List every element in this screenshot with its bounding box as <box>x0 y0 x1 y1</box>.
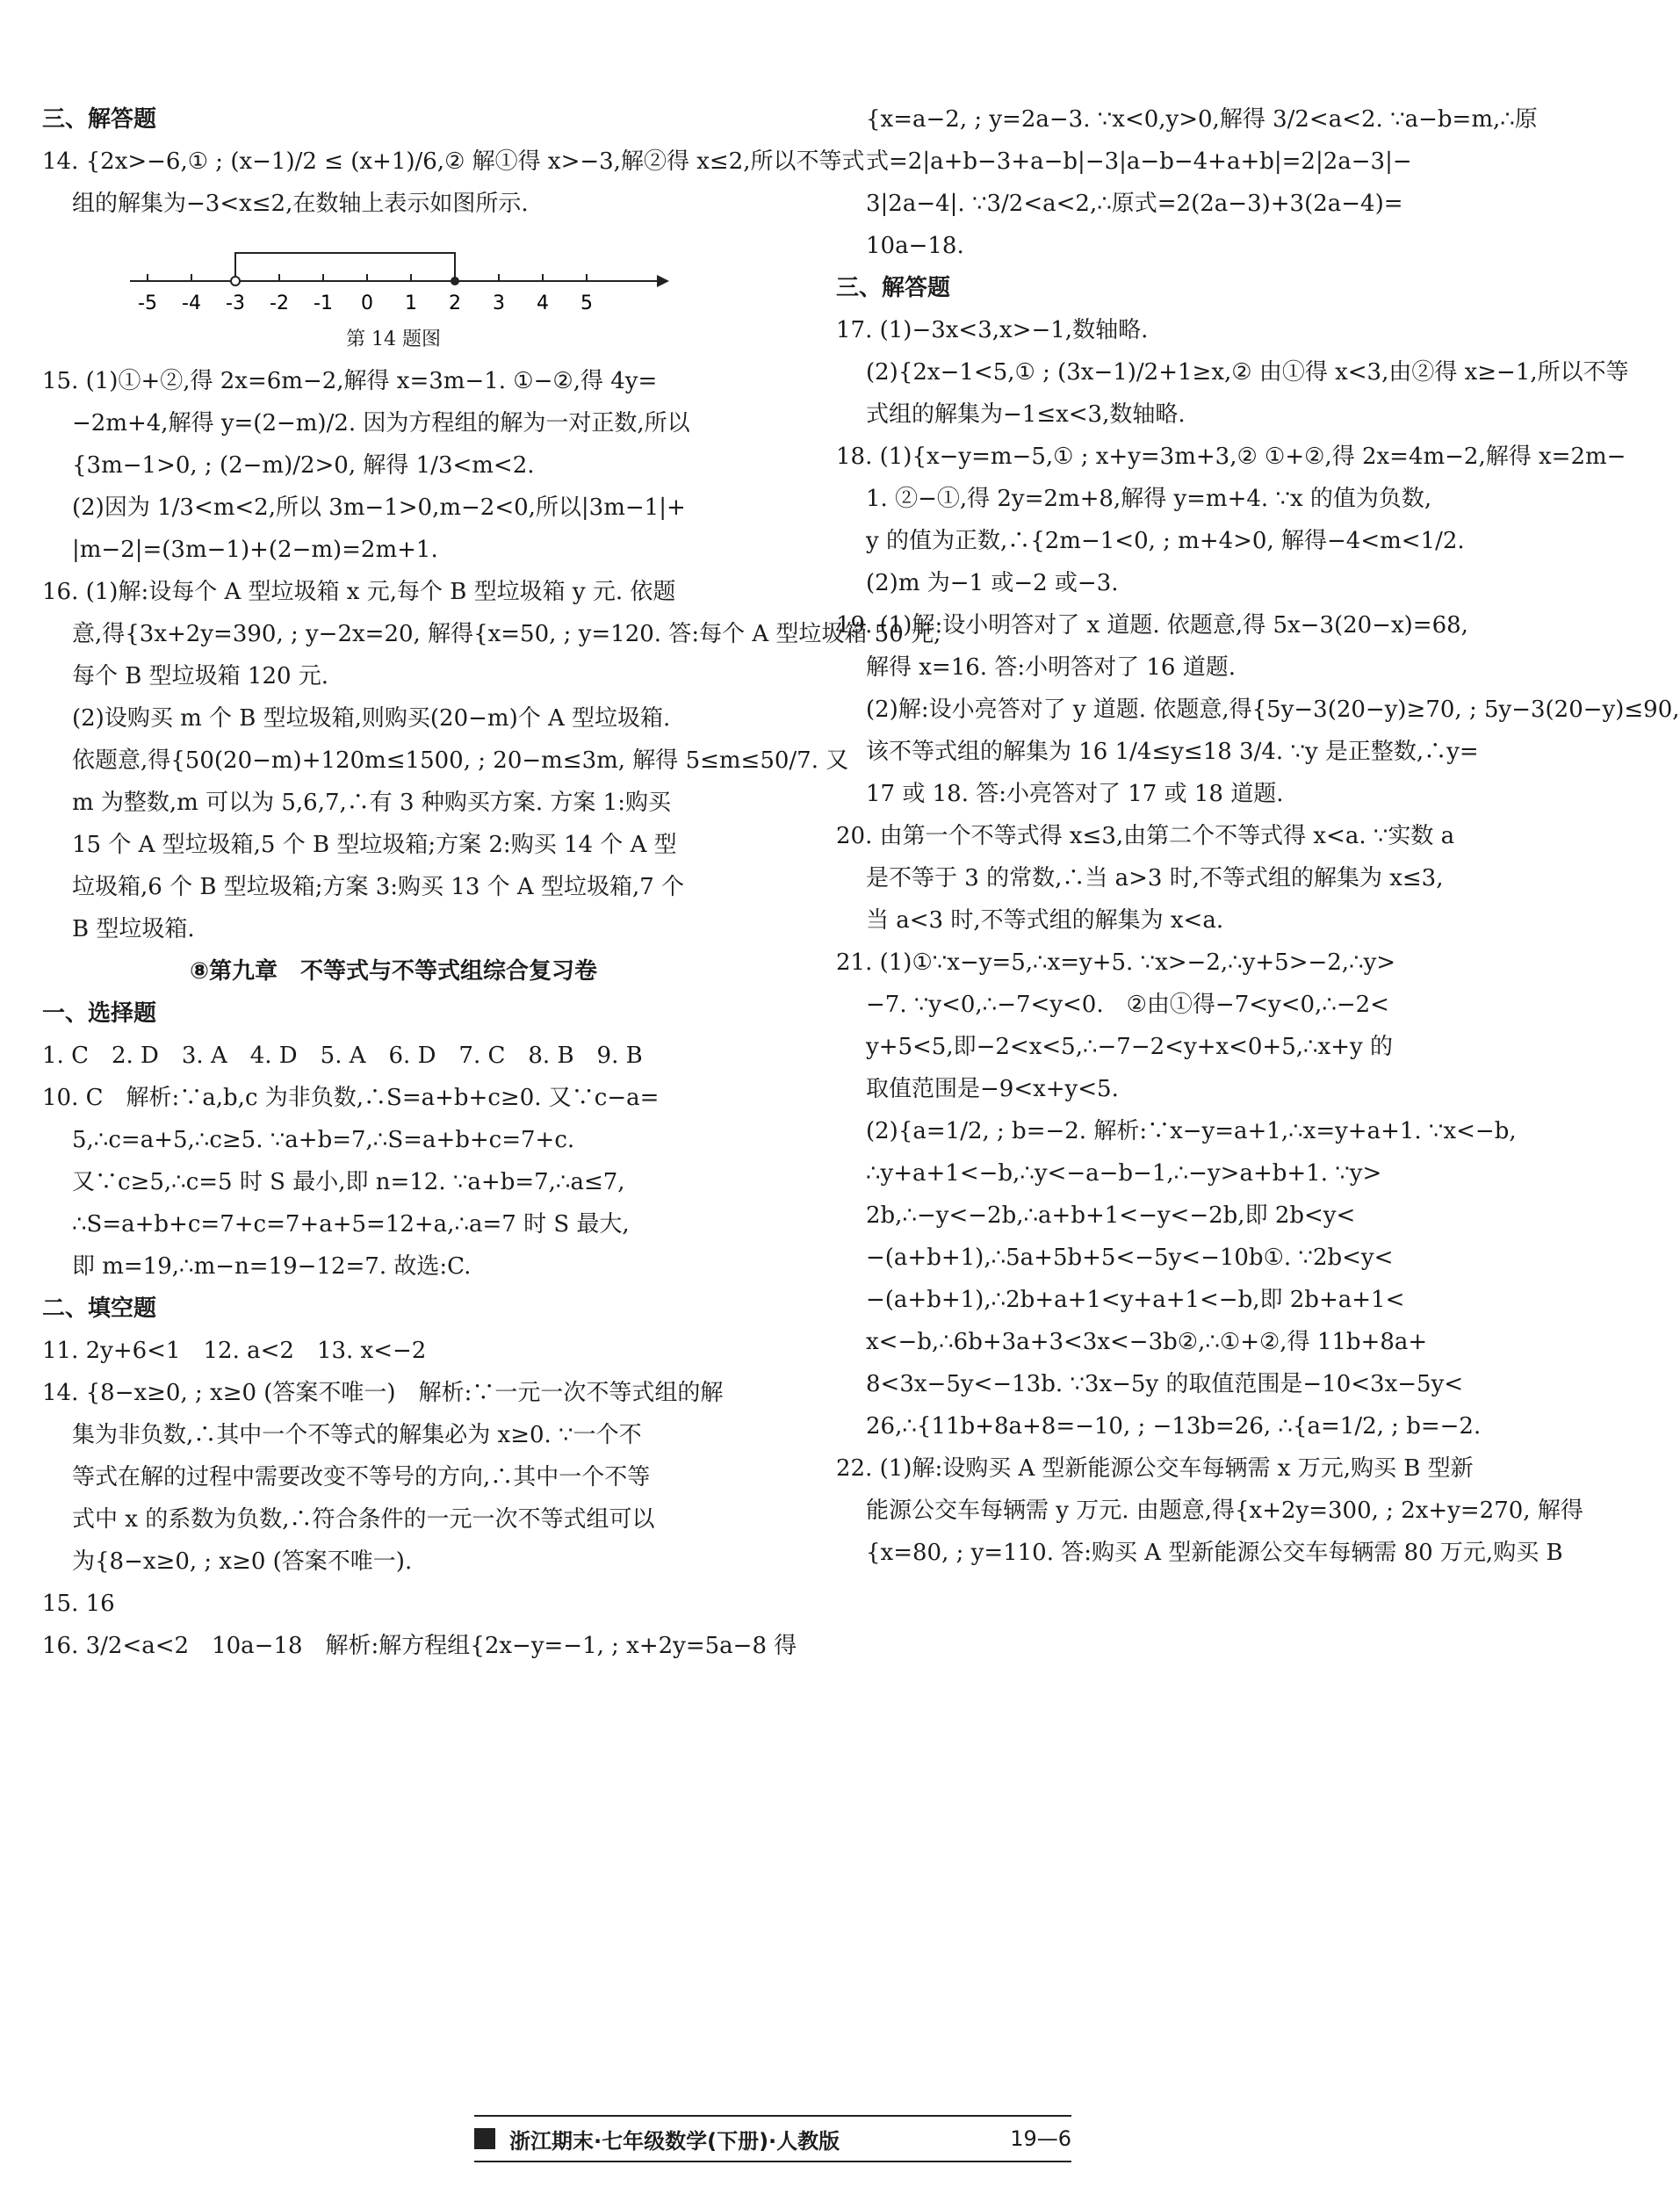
text-line: 该不等式组的解集为 16 1/4≤y≤18 3/4. ∵y 是正整数,∴y= <box>866 739 1479 765</box>
text-line: 能源公交车每辆需 y 万元. 由题意,得{x+2y=300, ; 2x+y=270, 解得 <box>866 1498 1583 1524</box>
footer-title: 浙江期末·七年级数学(下册)·人教版 <box>509 2128 840 2154</box>
text-line: 1. C 2. D 3. A 4. D 5. A 6. D 7. C 8. B 9. B <box>42 1043 643 1069</box>
text-line: {3m−1>0, ; (2−m)/2>0, 解得 1/3<m<2. <box>72 452 535 479</box>
text-line: 16. (1)解:设每个 A 型垃圾箱 x 元,每个 B 型垃圾箱 y 元. 依题 <box>42 579 676 605</box>
number-line-figure <box>42 228 745 360</box>
text-line: ∴S=a+b+c=7+c=7+a+5=12+a,∴a=7 时 S 最大, <box>72 1211 630 1238</box>
tick-label: -3 <box>226 292 245 314</box>
text-line: |m−2|=(3m−1)+(2−m)=2m+1. <box>72 537 438 563</box>
text-line: 20. 由第一个不等式得 x≤3,由第二个不等式得 x<a. ∵实数 a <box>836 823 1455 849</box>
left-column <box>42 98 941 1667</box>
text-line: 26,∴{11b+8a+8=−10, ; −13b=26, ∴{a=1/2, ; b=−2. <box>866 1413 1482 1440</box>
text-line: (2){2x−1<5,① ; (3x−1)/2+1≥x,② 由①得 x<3,由②得 x≥−1,所以不等 <box>866 359 1629 386</box>
text-line: 三、解答题 <box>836 275 951 301</box>
text-line: (2)设购买 m 个 B 型垃圾箱,则购买(20−m)个 A 型垃圾箱. <box>72 705 671 732</box>
text-line: x<−b,∴6b+3a+3<3x<−3b②,∴①+②,得 11b+8a+ <box>866 1329 1428 1355</box>
text-line: 是不等于 3 的常数,∴当 a>3 时,不等式组的解集为 x≤3, <box>866 865 1444 891</box>
text-line: (2)因为 1/3<m<2,所以 3m−1>0,m−2<0,所以|3m−1|+ <box>72 494 686 521</box>
text-line: −2m+4,解得 y=(2−m)/2. 因为方程组的解为一对正数,所以 <box>72 410 690 437</box>
text-line: 17. (1)−3x<3,x>−1,数轴略. <box>836 317 1149 343</box>
text-line: 取值范围是−9<x+y<5. <box>866 1076 1119 1102</box>
page-number: 19—6 <box>1010 2126 1071 2151</box>
tick-label: 3 <box>493 292 505 314</box>
left-lines-top <box>42 98 865 225</box>
text-line: 11. 2y+6<1 12. a<2 13. x<−2 <box>42 1338 427 1364</box>
text-line: 式组的解集为−1≤x<3,数轴略. <box>866 401 1186 428</box>
text-line: 为{8−x≥0, ; x≥0 (答案不唯一). <box>72 1548 413 1575</box>
right-column <box>836 98 1680 1574</box>
text-line: B 型垃圾箱. <box>72 916 195 942</box>
text-line: 式中 x 的系数为负数,∴符合条件的一元一次不等式组可以 <box>72 1506 655 1533</box>
text-line: ∴y+a+1<−b,∴y<−a−b−1,∴−y>a+b+1. ∵y> <box>866 1160 1382 1187</box>
text-line: −(a+b+1),∴5a+5b+5<−5y<−10b①. ∵2b<y< <box>866 1245 1394 1271</box>
tick-label: -5 <box>138 292 157 314</box>
left-lines-bottom <box>42 360 941 1667</box>
text-line: 垃圾箱,6 个 B 型垃圾箱;方案 3:购买 13 个 A 型垃圾箱,7 个 <box>72 874 685 900</box>
tick-label: 1 <box>405 292 417 314</box>
text-line: 式=2|a+b−3+a−b|−3|a−b−4+a+b|=2|2a−3|− <box>866 148 1412 175</box>
footer-square-icon <box>474 2128 495 2149</box>
text-line: {x=a−2, ; y=2a−3. ∵x<0,y>0,解得 3/2<a<2. ∵a−b=m,∴原 <box>866 106 1538 133</box>
text-line: 22. (1)解:设购买 A 型新能源公交车每辆需 x 万元,购买 B 型新 <box>836 1455 1474 1482</box>
text-line: 等式在解的过程中需要改变不等号的方向,∴其中一个不等 <box>72 1464 651 1490</box>
text-line: 集为非负数,∴其中一个不等式的解集必为 x≥0. ∵一个不 <box>72 1422 642 1448</box>
text-line: 15. (1)①+②,得 2x=6m−2,解得 x=3m−1. ①−②,得 4y= <box>42 368 658 394</box>
text-line: 10a−18. <box>866 233 964 259</box>
text-line: 15. 16 <box>42 1591 115 1617</box>
axis-arrow <box>657 275 669 287</box>
text-line: 14. {8−x≥0, ; x≥0 (答案不唯一) 解析:∵一元一次不等式组的解 <box>42 1380 724 1406</box>
text-line: {x=80, ; y=110. 答:购买 A 型新能源公交车每辆需 80 万元,购买 B <box>866 1540 1563 1566</box>
text-line: 19. (1)解:设小明答对了 x 道题. 依题意,得 5x−3(20−x)=68, <box>836 612 1468 639</box>
text-line: 5,∴c=a+5,∴c≥5. ∵a+b=7,∴S=a+b+c=7+c. <box>72 1127 575 1153</box>
text-line: 14. {2x>−6,① ; (x−1)/2 ≤ (x+1)/6,② 解①得 x>−3,解②得 x≤2,所以不等式 <box>42 148 865 175</box>
open-endpoint <box>231 277 240 285</box>
text-line: 1. ②−①,得 2y=2m+8,解得 y=m+4. ∵x 的值为负数, <box>866 486 1432 512</box>
tick-label: -2 <box>270 292 289 314</box>
text-line: 3|2a−4|. ∵3/2<a<2,∴原式=2(2a−3)+3(2a−4)= <box>866 191 1403 217</box>
text-line: 10. C 解析:∵a,b,c 为非负数,∴S=a+b+c≥0. 又∵c−a= <box>42 1085 660 1111</box>
tick-label: 5 <box>580 292 593 314</box>
text-line: 一、选择题 <box>42 1000 157 1027</box>
text-line: 18. (1){x−y=m−5,① ; x+y=3m+3,② ①+②,得 2x=4m−2,解得 x=2m− <box>836 444 1626 470</box>
text-line: 17 或 18. 答:小亮答对了 17 或 18 道题. <box>866 781 1284 807</box>
text-line: (2)解:设小亮答对了 y 道题. 依题意,得{5y−3(20−y)≥70, ; 5y−3(20−y)≤90, <box>866 696 1680 723</box>
tick-label: 0 <box>361 292 373 314</box>
text-line: 2b,∴−y<−2b,∴a+b+1<−y<−2b,即 2b<y< <box>866 1202 1356 1229</box>
text-line: 8<3x−5y<−13b. ∵3x−5y 的取值范围是−10<3x−5y< <box>866 1371 1464 1397</box>
text-line: (2)m 为−1 或−2 或−3. <box>866 570 1119 596</box>
text-line: y+5<5,即−2<x<5,∴−7−2<y+x<0+5,∴x+y 的 <box>866 1034 1393 1060</box>
text-line: 每个 B 型垃圾箱 120 元. <box>72 663 329 689</box>
text-line: 三、解答题 <box>42 106 157 133</box>
tick-label: 2 <box>449 292 461 314</box>
text-line: 即 m=19,∴m−n=19−12=7. 故选:C. <box>72 1253 472 1280</box>
text-line: 又∵c≥5,∴c=5 时 S 最小,即 n=12. ∵a+b=7,∴a≤7, <box>72 1169 625 1195</box>
text-line: 依题意,得{50(20−m)+120m≤1500, ; 20−m≤3m, 解得 5≤m≤50/7. 又 <box>72 747 849 774</box>
right-lines <box>836 98 1680 1574</box>
tick-label: 4 <box>537 292 549 314</box>
figure-caption: 第 14 题图 <box>346 328 441 350</box>
text-line: (2){a=1/2, ; b=−2. 解析:∵x−y=a+1,∴x=y+a+1. ∵x<−b, <box>866 1118 1517 1144</box>
text-line: −7. ∵y<0,∴−7<y<0. ②由①得−7<y<0,∴−2< <box>866 992 1389 1018</box>
text-line: ⑧第九章 不等式与不等式组综合复习卷 <box>189 958 597 985</box>
solution-bracket <box>235 253 455 281</box>
text-line: 二、填空题 <box>42 1295 157 1322</box>
text-line: 15 个 A 型垃圾箱,5 个 B 型垃圾箱;方案 2:购买 14 个 A 型 <box>72 832 677 858</box>
text-line: m 为整数,m 可以为 5,6,7,∴有 3 种购买方案. 方案 1:购买 <box>72 790 671 816</box>
text-line: −(a+b+1),∴2b+a+1<y+a+1<−b,即 2b+a+1< <box>866 1287 1405 1313</box>
closed-endpoint <box>451 277 459 285</box>
text-line: 21. (1)①∵x−y=5,∴x=y+5. ∵x>−2,∴y+5>−2,∴y> <box>836 949 1396 976</box>
tick-label: -1 <box>314 292 333 314</box>
text-line: 意,得{3x+2y=390, ; y−2x=20, 解得{x=50, ; y=120. 答:每个 A 型垃圾箱 50 元, <box>72 621 941 647</box>
text-line: 16. 3/2<a<2 10a−18 解析:解方程组{2x−y=−1, ; x+2y=5a−8 得 <box>42 1633 797 1659</box>
number-line <box>130 228 692 325</box>
text-line: 当 a<3 时,不等式组的解集为 x<a. <box>866 907 1224 934</box>
page-footer <box>474 2115 1071 2162</box>
text-line: 解得 x=16. 答:小明答对了 16 道题. <box>866 654 1236 681</box>
tick-label: -4 <box>182 292 201 314</box>
text-line: y 的值为正数,∴{2m−1<0, ; m+4>0, 解得−4<m<1/2. <box>866 528 1465 554</box>
text-line: 组的解集为−3<x≤2,在数轴上表示如图所示. <box>72 191 529 217</box>
